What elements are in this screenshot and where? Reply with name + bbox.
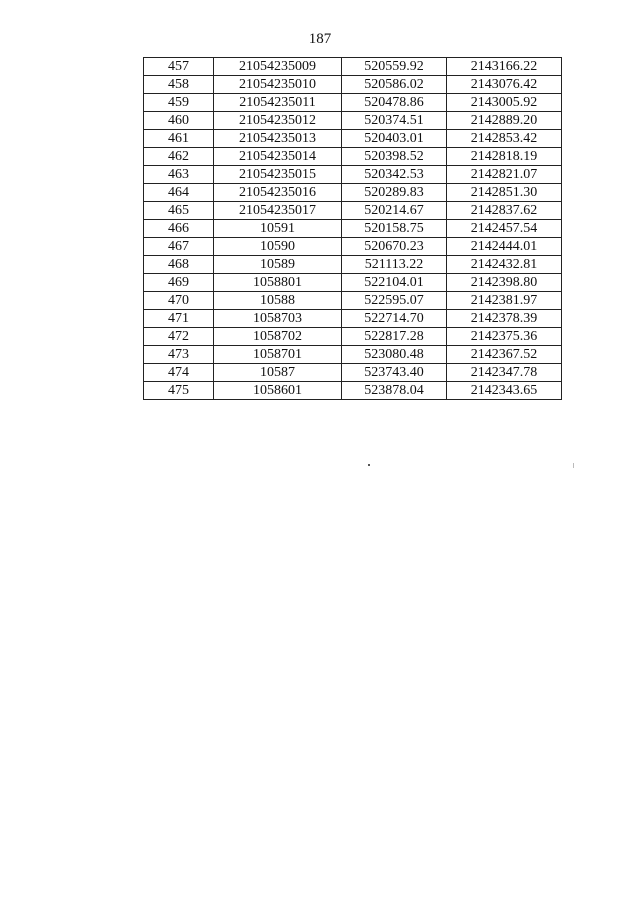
table-row xyxy=(144,166,562,184)
table-row xyxy=(144,328,562,346)
table-row xyxy=(144,130,562,148)
table-row xyxy=(144,364,562,382)
point-id-cell: 10589 xyxy=(214,256,342,274)
y-coordinate-cell: 2143166.22 xyxy=(447,58,562,76)
x-coordinate-cell: 520158.75 xyxy=(342,220,447,238)
point-id-cell: 21054235017 xyxy=(214,202,342,220)
point-number-cell: 464 xyxy=(144,184,214,202)
y-coordinate-cell: 2143005.92 xyxy=(447,94,562,112)
x-coordinate-cell: 520342.53 xyxy=(342,166,447,184)
point-id-cell: 1058703 xyxy=(214,310,342,328)
y-coordinate-cell: 2142347.78 xyxy=(447,364,562,382)
x-coordinate-cell: 520670.23 xyxy=(342,238,447,256)
x-coordinate-cell: 522817.28 xyxy=(342,328,447,346)
x-coordinate-cell: 520214.67 xyxy=(342,202,447,220)
point-number-cell: 465 xyxy=(144,202,214,220)
point-number-cell: 457 xyxy=(144,58,214,76)
point-number-cell: 467 xyxy=(144,238,214,256)
point-number-cell: 459 xyxy=(144,94,214,112)
point-id-cell: 1058801 xyxy=(214,274,342,292)
point-id-cell: 21054235010 xyxy=(214,76,342,94)
x-coordinate-cell: 520289.83 xyxy=(342,184,447,202)
table-row xyxy=(144,274,562,292)
y-coordinate-cell: 2142853.42 xyxy=(447,130,562,148)
point-id-cell: 10588 xyxy=(214,292,342,310)
x-coordinate-cell: 523080.48 xyxy=(342,346,447,364)
y-coordinate-cell: 2142457.54 xyxy=(447,220,562,238)
x-coordinate-cell: 520374.51 xyxy=(342,112,447,130)
y-coordinate-cell: 2142851.30 xyxy=(447,184,562,202)
page-number: 187 xyxy=(308,31,332,47)
point-number-cell: 475 xyxy=(144,382,214,400)
point-number-cell: 463 xyxy=(144,166,214,184)
point-id-cell: 21054235014 xyxy=(214,148,342,166)
table-row xyxy=(144,238,562,256)
y-coordinate-cell: 2142821.07 xyxy=(447,166,562,184)
table-row xyxy=(144,58,562,76)
y-coordinate-cell: 2142818.19 xyxy=(447,148,562,166)
y-coordinate-cell: 2142889.20 xyxy=(447,112,562,130)
point-id-cell: 21054235012 xyxy=(214,112,342,130)
table-row xyxy=(144,112,562,130)
point-number-cell: 470 xyxy=(144,292,214,310)
point-number-cell: 462 xyxy=(144,148,214,166)
point-id-cell: 21054235016 xyxy=(214,184,342,202)
y-coordinate-cell: 2142381.97 xyxy=(447,292,562,310)
y-coordinate-cell: 2142375.36 xyxy=(447,328,562,346)
table-row xyxy=(144,346,562,364)
y-coordinate-cell: 2142837.62 xyxy=(447,202,562,220)
point-id-cell: 1058701 xyxy=(214,346,342,364)
x-coordinate-cell: 522595.07 xyxy=(342,292,447,310)
x-coordinate-cell: 520586.02 xyxy=(342,76,447,94)
point-number-cell: 473 xyxy=(144,346,214,364)
x-coordinate-cell: 520559.92 xyxy=(342,58,447,76)
y-coordinate-cell: 2142378.39 xyxy=(447,310,562,328)
x-coordinate-cell: 523743.40 xyxy=(342,364,447,382)
x-coordinate-cell: 520478.86 xyxy=(342,94,447,112)
point-number-cell: 458 xyxy=(144,76,214,94)
x-coordinate-cell: 522104.01 xyxy=(342,274,447,292)
point-number-cell: 472 xyxy=(144,328,214,346)
point-number-cell: 461 xyxy=(144,130,214,148)
point-id-cell: 21054235015 xyxy=(214,166,342,184)
point-id-cell: 10591 xyxy=(214,220,342,238)
table-row xyxy=(144,148,562,166)
point-number-cell: 460 xyxy=(144,112,214,130)
point-number-cell: 474 xyxy=(144,364,214,382)
y-coordinate-cell: 2142432.81 xyxy=(447,256,562,274)
y-coordinate-cell: 2142444.01 xyxy=(447,238,562,256)
point-id-cell: 21054235009 xyxy=(214,58,342,76)
x-coordinate-cell: 521113.22 xyxy=(342,256,447,274)
y-coordinate-cell: 2142343.65 xyxy=(447,382,562,400)
table-row xyxy=(144,310,562,328)
point-number-cell: 469 xyxy=(144,274,214,292)
table-row xyxy=(144,382,562,400)
coordinates-table xyxy=(143,57,562,400)
y-coordinate-cell: 2142367.52 xyxy=(447,346,562,364)
point-id-cell: 1058702 xyxy=(214,328,342,346)
y-coordinate-cell: 2143076.42 xyxy=(447,76,562,94)
x-coordinate-cell: 523878.04 xyxy=(342,382,447,400)
y-coordinate-cell: 2142398.80 xyxy=(447,274,562,292)
x-coordinate-cell: 520398.52 xyxy=(342,148,447,166)
table-row xyxy=(144,94,562,112)
x-coordinate-cell: 522714.70 xyxy=(342,310,447,328)
point-id-cell: 1058601 xyxy=(214,382,342,400)
point-id-cell: 10587 xyxy=(214,364,342,382)
x-coordinate-cell: 520403.01 xyxy=(342,130,447,148)
point-number-cell: 468 xyxy=(144,256,214,274)
table-row xyxy=(144,292,562,310)
table-row xyxy=(144,76,562,94)
table-row xyxy=(144,184,562,202)
point-number-cell: 471 xyxy=(144,310,214,328)
scan-mark xyxy=(573,463,574,468)
table-row xyxy=(144,256,562,274)
table-row xyxy=(144,220,562,238)
point-id-cell: 21054235011 xyxy=(214,94,342,112)
point-id-cell: 21054235013 xyxy=(214,130,342,148)
table-row xyxy=(144,202,562,220)
scan-speck xyxy=(368,464,370,466)
point-number-cell: 466 xyxy=(144,220,214,238)
point-id-cell: 10590 xyxy=(214,238,342,256)
